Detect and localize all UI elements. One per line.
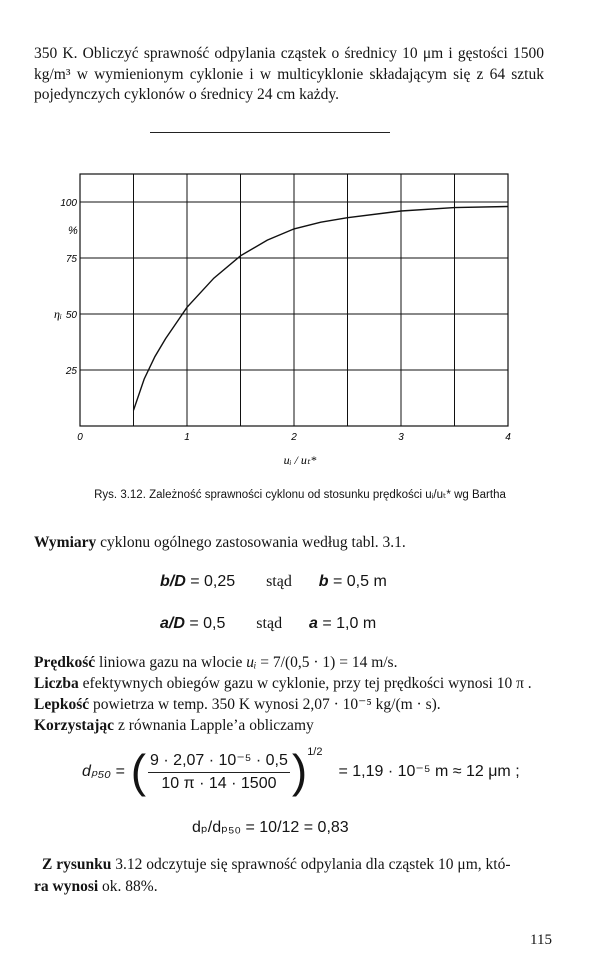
lead-word: ra wynosi <box>34 878 99 895</box>
x-tick-label: 4 <box>505 432 511 443</box>
right-paren: ) <box>291 745 308 797</box>
lead-word: Prędkość <box>34 654 96 671</box>
para-text: powietrza w temp. 350 K wynosi 2,07 · 10⁻⁵ kg/(m · s). <box>89 696 441 713</box>
lead-word: Lepkość <box>34 696 90 713</box>
para-dimensions <box>34 533 406 553</box>
eq-lhs: b/D <box>160 573 186 590</box>
chart-grid <box>80 174 508 426</box>
figure-caption: Rys. 3.12. Zależność sprawności cyklonu od stosunku prędkości uᵢ/uₜ* wg Bartha <box>94 489 506 501</box>
equation-a <box>160 614 376 634</box>
intro-paragraph: 350 K. Obliczyć sprawność odpylania cząstek o średnicy 10 μm i gęstości 1500 kg/m³ w wymienionym cyklonie i w multicyklonie składającym się z 64 sztuk pojedynczych cyklonów o średnicy 24 cm każdy. <box>34 45 544 103</box>
eq-value: = 0,5 <box>184 615 226 632</box>
formula-numerator: 9 · 2,07 · 10⁻⁵ · 0,5 <box>148 750 290 773</box>
eq-lhs: a/D <box>160 615 185 632</box>
y-tick-label: 25 <box>65 366 77 377</box>
lead-word: Korzystając <box>34 717 115 734</box>
para-viscosity <box>34 695 441 715</box>
para-lapple <box>34 716 314 736</box>
y-tick-label: 100 <box>60 198 77 209</box>
formula-denominator: 10 π · 14 · 1500 <box>161 774 277 792</box>
lead-word: Z rysunku <box>42 856 112 873</box>
eq-rhs: = 1,0 m <box>317 615 377 632</box>
x-tick-label: 2 <box>291 432 297 443</box>
x-tick-label: 1 <box>184 432 190 443</box>
eq-value: = 0,25 <box>185 573 236 590</box>
para-velocity <box>34 653 397 673</box>
x-axis-label: uᵢ / uₜ* <box>283 453 317 467</box>
y-tick-label: 75 <box>65 254 77 265</box>
eq-rhs-var: b <box>318 573 329 590</box>
para-text: z równania Lapple’a obliczamy <box>114 717 314 734</box>
formula-lhs: dₚ₅₀ = <box>82 763 125 780</box>
lead-word: Wymiary <box>34 534 97 551</box>
formula-fraction <box>148 750 290 793</box>
para-text: 3.12 odczytuje się sprawność odpylania dla cząstek 10 μm, któ- <box>111 856 511 873</box>
para-text: ok. 88%. <box>98 878 158 895</box>
para-conclusion-1 <box>42 855 511 875</box>
x-tick-label: 3 <box>398 432 404 443</box>
para-text: cyklonu ogólnego zastosowania według tabl. 3.1. <box>96 534 406 551</box>
velocity-var: uᵢ <box>246 654 257 671</box>
para-text: efektywnych obiegów gazu w cyklonie, przy tej prędkości wynosi 10 π . <box>78 675 532 692</box>
eq-word: stąd <box>266 573 292 590</box>
para-turns <box>34 674 532 694</box>
formula-result: = 1,19 · 10⁻⁵ m ≈ 12 μm ; <box>338 763 520 780</box>
eq-word: stąd <box>256 615 283 632</box>
efficiency-chart <box>40 168 520 467</box>
lead-word: Liczba <box>34 675 79 692</box>
y-tick-label: 50 <box>65 310 77 321</box>
x-tick-label: 0 <box>77 432 83 443</box>
equation-b <box>160 572 387 592</box>
eq-rhs-var: a <box>308 615 318 632</box>
para-text: = 7/(0,5 · 1) = 14 m/s. <box>256 654 398 671</box>
efficiency-curve <box>134 207 509 411</box>
x-tick-labels <box>77 432 511 443</box>
section-rule <box>150 132 390 133</box>
ratio-equation: dₚ/dₚ₅₀ = 10/12 = 0,83 <box>192 819 349 836</box>
formula-exponent: 1/2 <box>307 746 323 758</box>
left-paren: ( <box>130 745 147 797</box>
y-axis-unit: % <box>68 225 78 237</box>
lapple-formula <box>82 745 520 797</box>
y-axis-label: ηᵢ <box>54 307 62 321</box>
para-text: liniowa gazu na wlocie <box>95 654 247 671</box>
para-conclusion-2 <box>34 877 158 897</box>
page-number: 115 <box>530 932 552 948</box>
eq-rhs: = 0,5 m <box>328 573 387 590</box>
